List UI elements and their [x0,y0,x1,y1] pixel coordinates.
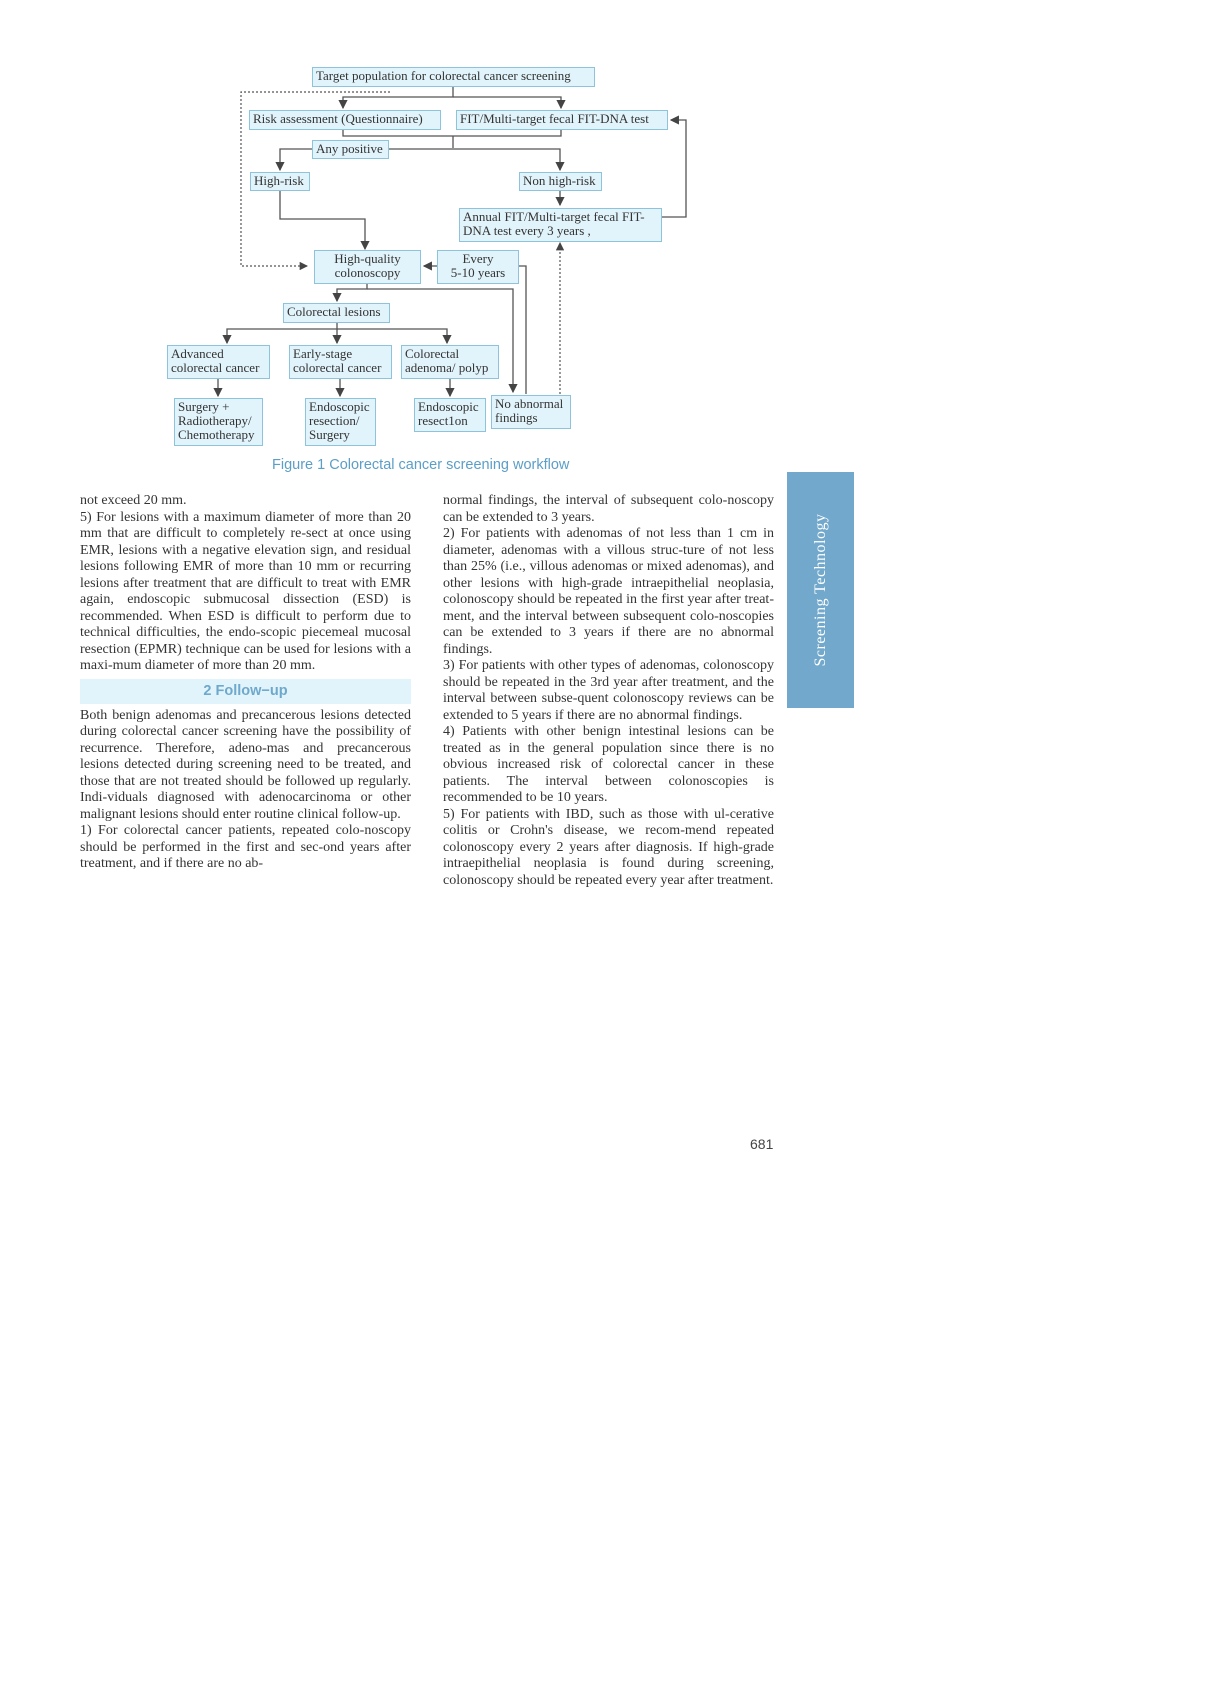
paragraph: 3) For patients with other types of adenomas, colonoscopy should be repeated in the 3rd year after treatment, and the interval between subse-quent colonoscopy reviews can be extended to 5 years if there are no abnormal findings. [443,658,774,723]
node-label: Colorectal lesions [287,304,381,319]
node-high-quality-colonoscopy [314,250,421,284]
connector-to-non-high-risk [388,149,560,170]
connector-high-risk-colonoscopy [280,191,365,249]
node-label: High-quality [334,251,401,266]
node-label: colorectal cancer [171,360,260,375]
node-label: Radiotherapy/ [178,413,252,428]
node-label: Early-stage [293,346,353,361]
paragraph: Both benign adenomas and precancerous lesions detected during colorectal cancer screening have the possibility of recurrence. Therefore, adeno-mas and precancerous lesions detected during screening need to be treated, and those that are not treated should be followed up regularly. Indi-viduals diagnosed with adenocarcinoma or other malignant lesions should enter routine clinical follow-up. [80,707,411,822]
node-label: Chemotherapy [178,427,255,442]
page-number: 681 [750,1136,774,1152]
node-label: No abnormal [495,396,564,411]
node-any-positive [312,140,389,159]
node-no-abnormal-findings [491,395,571,429]
node-every-5-10-years [437,250,519,284]
connector-target-split [343,86,453,108]
side-tab-label: Screening Technology [811,513,829,667]
paragraph: 2) For patients with adenomas of not less than 1 cm in diameter, adenomas with a villous struc-ture of not less than 25% (i.e., villous adenomas or mixed adenomas), and other lesions with high-grade intraepithelial neoplasia, colonoscopy should be repeated in the first year after treat-ment, and the interval between subsequent colo-noscopies can be extended to 3 years if there are no abnormal findings. [443,526,774,657]
node-label: Surgery [309,427,350,442]
node-advanced-cancer [167,345,270,379]
connector-risk-join [343,129,561,136]
node-label: Surgery + [178,399,230,414]
connector-colonoscopy-lesions [337,283,367,301]
connector-every-no-abnormal [519,266,526,394]
paragraph: 1) For colorectal cancer patients, repeated colo-noscopy should be performed in the first and sec-ond years after treatment, and if there are no ab- [80,823,411,871]
right-text-column [443,493,774,889]
node-endoscopic-resection-surgery [305,398,376,446]
node-surgery-radio-chemo [174,398,263,446]
node-label: Colorectal [405,346,460,361]
paragraph: 5) For lesions with a maximum diameter of more than 20 mm that are difficult to completely re-sect at once using EMR, lesions with a negative elevation sign, and residual lesions following EMR of more than 10 mm or recurring lesions after treatment that are difficult to treat with EMR again, endoscopic submucosal dissection (ESD) is recommended. When ESD is difficult to perform due to technical difficulties, the endo-scopic piecemeal mucosal resection (EPMR) technique can be used for lesions with a maxi-mum diameter of more than 20 mm. [80,509,411,673]
node-label: Non high-risk [523,173,596,188]
node-label: colorectal cancer [293,360,382,375]
node-label: Risk assessment (Questionnaire) [253,111,423,126]
node-early-stage-cancer [289,345,392,379]
node-target-population [312,67,595,87]
node-annual-fit [459,208,662,242]
node-adenoma-polyp [401,345,499,379]
node-label: resect1on [418,413,468,428]
connector-lesions-adenoma [337,329,447,343]
left-text-column [80,493,411,873]
node-label: FIT/Multi-target fecal FIT-DNA test [460,111,649,126]
node-label: Every [462,251,494,266]
paragraph: 4) Patients with other benign intestinal lesions can be treated as in the general population since there is no obvious increased risk of colorectal cancer in these patients. The interval between colonoscopies is recommended to be 10 years. [443,724,774,805]
node-colorectal-lesions [283,303,390,323]
node-non-high-risk [519,172,602,191]
node-label: 5-10 years [450,265,506,280]
node-label: Endoscopic [309,399,370,414]
node-label: High-risk [254,173,304,188]
section-heading: 2 Follow−up [80,679,411,704]
paragraph: 5) For patients with IBD, such as those with ul-cerative colitis or Crohn's disease, we recom-mend repeated colonoscopy every 2 years after diagnosis. If high-grade intraepithelial neoplasia is found during screening, colonoscopy should be repeated every year after treatment. [443,806,774,888]
paragraph: not exceed 20 mm. [80,493,187,508]
node-risk-assessment [249,110,441,130]
connector-annual-loop [661,120,686,217]
section-side-tab [787,472,854,708]
connector-lesions-split [227,323,337,343]
node-label: Any positive [316,141,383,156]
connector-any-positive-high-risk [280,149,312,170]
node-label: Advanced [171,346,224,361]
node-high-risk [250,172,310,191]
node-label: Endoscopic [418,399,479,414]
node-label: Target population for colorectal cancer screening [316,68,571,83]
node-endoscopic-resection [414,398,486,432]
figure-caption: Figure 1 Colorectal cancer screening workflow [272,457,570,473]
node-label: Annual FIT/Multi-target fecal FIT- [463,209,645,224]
node-label: findings [495,410,538,425]
node-label: DNA test every 3 years , [463,223,591,238]
node-fit-test [456,110,668,130]
node-label: adenoma/ polyp [405,360,489,375]
node-label: resection/ [309,413,360,428]
node-label: colonoscopy [334,265,401,280]
connector-target-to-fit [453,97,561,108]
paragraph: normal findings, the interval of subsequent colo-noscopy can be extended to 3 years. [443,493,774,525]
screening-workflow-figure [0,0,1218,480]
